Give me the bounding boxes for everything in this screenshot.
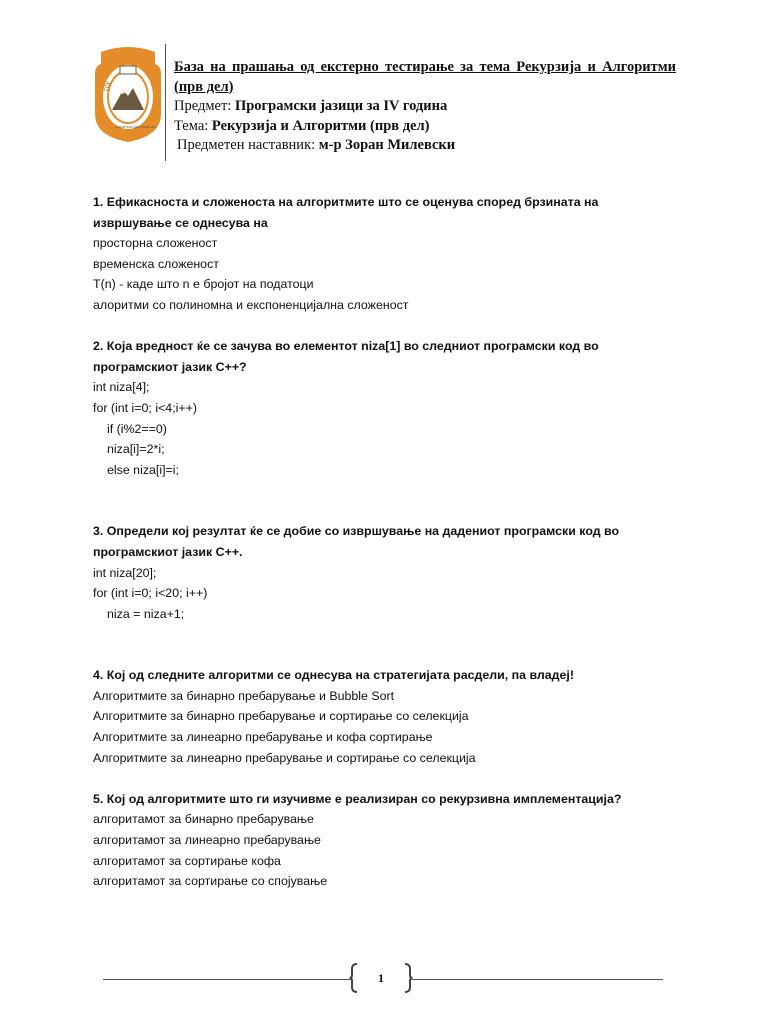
question-3-title: 3. Определи кој резултат ќе се добие со извршување на дадениот програмски код во програмскиот јазик C++. xyxy=(93,524,620,559)
code-line: int niza[20]; xyxy=(93,565,157,580)
header-divider xyxy=(165,44,166,161)
teacher-value: м-р Зоран Милевски xyxy=(318,137,456,153)
question-4-option: Алгоритмите за бинарно пребарување и Bubble Sort xyxy=(93,688,395,703)
footer-rule-right xyxy=(412,979,663,980)
spacer xyxy=(93,768,678,789)
logo-book xyxy=(120,66,136,74)
right-brace-icon xyxy=(403,963,413,993)
subject-value: Програмски јазици за IV година xyxy=(234,98,448,114)
code-line: niza[i]=2*i; xyxy=(107,442,165,457)
question-5-title: 5. Кој од алгоритмите што ги изучивме е реализиран со рекурзивна имплементација? xyxy=(93,791,622,806)
question-5-option: алгоритамот за сортирање кофа xyxy=(93,853,281,868)
code-line: else niza[i]=i; xyxy=(107,462,179,477)
question-1 xyxy=(93,192,678,316)
question-2-title: 2. Која вредност ќе се зачува во елементот niza[1] во следниот програмски код во програмскиот јазик C++? xyxy=(93,339,599,374)
document-header xyxy=(174,58,676,156)
code-line: for (int i=0; i<4;i++) xyxy=(93,400,197,415)
question-1-option: алоритми со полиномна и експоненцијална сложеност xyxy=(93,297,409,312)
code-line: for (int i=0; i<20; i++) xyxy=(93,586,208,601)
question-3 xyxy=(93,521,678,624)
footer-rule-left xyxy=(103,979,353,980)
question-1-option: просторна сложеност xyxy=(93,236,218,251)
topic-value: Рекурзија и Алгоритми (прв дел) xyxy=(211,117,430,134)
question-4-option: Алгоритмите за линеарно пребарување и кофа сортирање xyxy=(93,730,433,745)
teacher-label: Предметен наставник: xyxy=(177,137,319,153)
question-5-option: алгоритамот за сортирање со спојување xyxy=(93,874,328,889)
question-4-title: 4. Кој од следните алгоритми се однесува на стратегијата расдели, па владеј! xyxy=(93,668,574,683)
question-4 xyxy=(93,665,678,768)
code-line: int niza[4]; xyxy=(93,380,150,395)
code-line: if (i%2==0) xyxy=(107,421,167,436)
question-1-option: T(n) - каде што n е бројот на податоци xyxy=(93,277,314,292)
spacer xyxy=(93,316,678,337)
question-5-option: алгоритамот за линеарно пребарување xyxy=(93,833,321,848)
topic-label: Тема: xyxy=(174,117,212,134)
subject-label: Предмет: xyxy=(174,98,235,114)
logo-text-bottom: Димитри Деклаеоски xyxy=(115,125,156,129)
spacer xyxy=(93,624,678,665)
logo-text-top: СОУ xyxy=(103,80,113,93)
question-5-option: алгоритамот за бинарно пребарување xyxy=(93,812,314,827)
teacher-line xyxy=(174,136,676,156)
question-2 xyxy=(93,336,678,480)
document-title: База на прашања од екстерно тестирање за тема Рекурзија и Алгоритми (прв дел) xyxy=(174,59,676,95)
question-1-title: 1. Ефикасноста и сложеноста на алгоритмите што се оценува според брзината на извршување се однесува на xyxy=(93,195,599,230)
spacer xyxy=(93,480,678,521)
school-logo xyxy=(93,44,163,144)
questions-body xyxy=(93,192,678,892)
left-brace-icon xyxy=(349,963,359,993)
question-4-option: Алгоритмите за линеарно пребарување и сортирање со селекција xyxy=(93,750,476,765)
question-1-option: временска сложеност xyxy=(93,256,219,271)
question-4-option: Алгоритмите за бинарно пребарување и сортирање со селекција xyxy=(93,709,469,724)
subject-line xyxy=(174,97,676,117)
page-number: 1 xyxy=(378,971,384,985)
code-line: niza = niza+1; xyxy=(107,606,185,621)
question-5 xyxy=(93,789,678,892)
topic-line xyxy=(174,117,676,137)
